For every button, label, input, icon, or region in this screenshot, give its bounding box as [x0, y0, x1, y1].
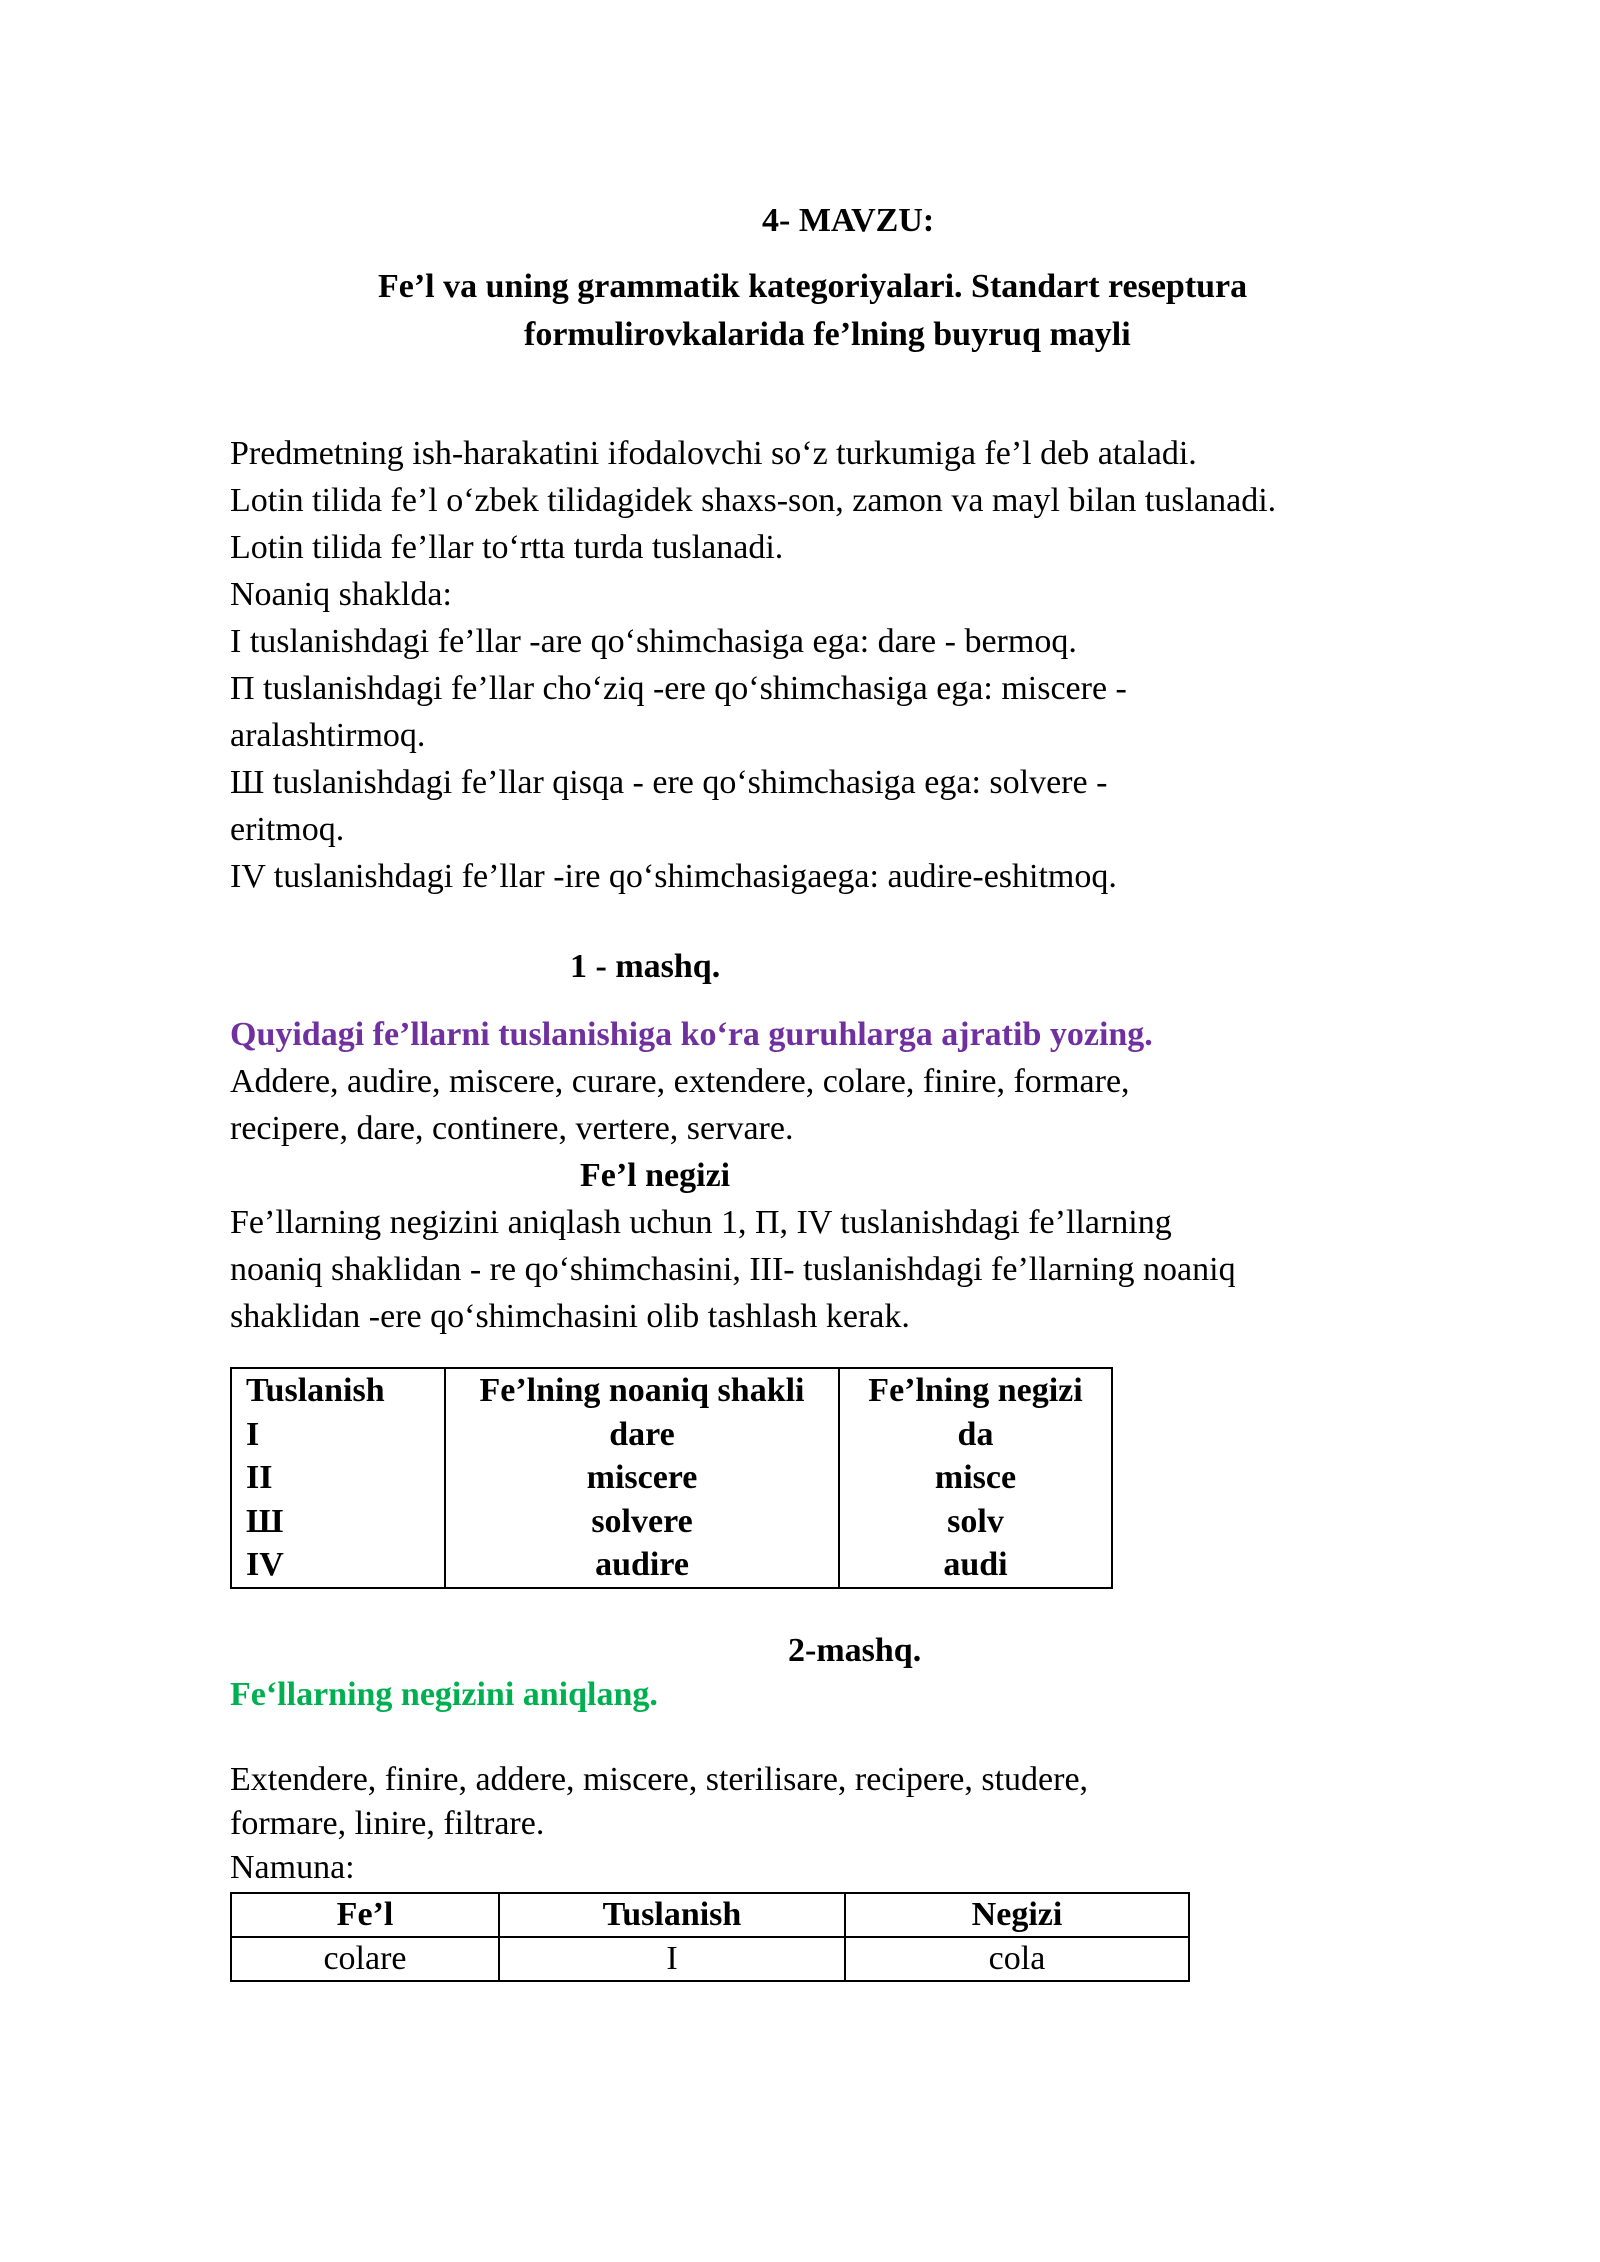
- exercise2-heading: 2-mashq.: [788, 1632, 922, 1669]
- table-cell: I: [499, 1937, 845, 1981]
- table-cell: misce: [934, 1459, 1017, 1496]
- table-cell: miscere: [586, 1459, 698, 1496]
- header-cell: Fe’l: [231, 1893, 499, 1937]
- title-line-2: formulirovkalarida fe’lning buyruq mayli: [524, 316, 1131, 353]
- intro-line: Lotin tilida fe’llar to‘rtta turda tuslanadi.: [230, 529, 784, 566]
- exercise2-words-line-1: Extendere, finire, addere, miscere, sterilisare, recipere, studere,: [230, 1761, 1089, 1798]
- table-cell: solvere: [591, 1502, 693, 1540]
- table-cell: audire: [595, 1546, 689, 1583]
- sample-table: [230, 1892, 1190, 1982]
- intro-line: Lotin tilida fe’l o‘zbek tilidagidek shaxs-son, zamon va mayl bilan tuslanadi.: [230, 482, 1277, 519]
- exercise1-instruction: Quyidagi fe’llarni tuslanishiga ko‘ra guruhlarga ajratib yozing.: [230, 1016, 1153, 1053]
- header-cell: Negizi: [845, 1893, 1189, 1937]
- exercise1-words-line-1: Addere, audire, miscere, curare, extendere, colare, finire, formare,: [230, 1063, 1130, 1100]
- table-cell: audi: [943, 1546, 1008, 1583]
- conjugation-column: [231, 1368, 445, 1588]
- intro-line: eritmoq.: [230, 811, 345, 848]
- intro-line: Noaniq shaklda:: [230, 576, 452, 613]
- table-cell: da: [957, 1415, 994, 1453]
- stem-text-line-1: Fe’llarning negizini aniqlash uchun 1, П, IV tuslanishdagi fe’llarning: [230, 1204, 1172, 1241]
- title-line-1: Fe’l va uning grammatik kategoriyalari. Standart reseptura: [378, 268, 1248, 305]
- table-cell: dare: [609, 1415, 675, 1453]
- topic-heading: 4- MAVZU:: [762, 202, 935, 239]
- stem-column: [839, 1368, 1112, 1588]
- header-cell: Tuslanish: [246, 1372, 385, 1409]
- infinitive-column: [445, 1368, 839, 1588]
- table-cell: Ш: [246, 1502, 284, 1540]
- exercise1-words-line-2: recipere, dare, continere, vertere, servare.: [230, 1110, 794, 1147]
- table-row: [231, 1937, 1189, 1981]
- table-cell: cola: [845, 1937, 1189, 1981]
- intro-line: IV tuslanishdagi fe’llar -ire qo‘shimchasigaega: audire-eshitmoq.: [230, 858, 1117, 895]
- stem-text-line-3: shaklidan -ere qo‘shimchasini olib tashlash kerak.: [230, 1298, 910, 1335]
- table-row: [231, 1368, 1112, 1588]
- table-cell: colare: [231, 1937, 499, 1981]
- stem-heading: Fe’l negizi: [580, 1157, 731, 1194]
- intro-line: Predmetning ish-harakatini ifodalovchi so‘z turkumiga fe’l deb ataladi.: [230, 435, 1197, 472]
- table-header-row: [231, 1893, 1189, 1937]
- table-cell: II: [246, 1459, 273, 1496]
- conjugation-table: [230, 1367, 1113, 1589]
- header-cell: Fe’lning negizi: [868, 1372, 1083, 1409]
- table-cell: solv: [947, 1502, 1004, 1540]
- intro-line: I tuslanishdagi fe’llar -are qo‘shimchasiga ega: dare - bermoq.: [230, 623, 1077, 660]
- intro-line: aralashtirmoq.: [230, 717, 426, 754]
- intro-paragraph: [230, 430, 1276, 900]
- table-cell: IV: [246, 1546, 284, 1583]
- table-cell: I: [246, 1415, 260, 1453]
- intro-line: П tuslanishdagi fe’llar cho‘ziq -ere qo‘shimchasiga ega: miscere -: [230, 670, 1127, 707]
- exercise2-instruction: Fe‘llarning negizini aniqlang.: [230, 1676, 658, 1713]
- header-cell: Tuslanish: [499, 1893, 845, 1937]
- header-cell: Fe’lning noaniq shakli: [479, 1372, 805, 1409]
- exercise1-heading: 1 - mashq.: [570, 948, 721, 985]
- intro-line: Ш tuslanishdagi fe’llar qisqa - ere qo‘shimchasiga ega: solvere -: [230, 764, 1108, 801]
- stem-text-line-2: noaniq shaklidan - re qo‘shimchasini, III- tuslanishdagi fe’llarning noaniq: [230, 1251, 1236, 1288]
- exercise2-words-line-2: formare, linire, filtrare.: [230, 1805, 545, 1842]
- sample-label: Namuna:: [230, 1849, 355, 1886]
